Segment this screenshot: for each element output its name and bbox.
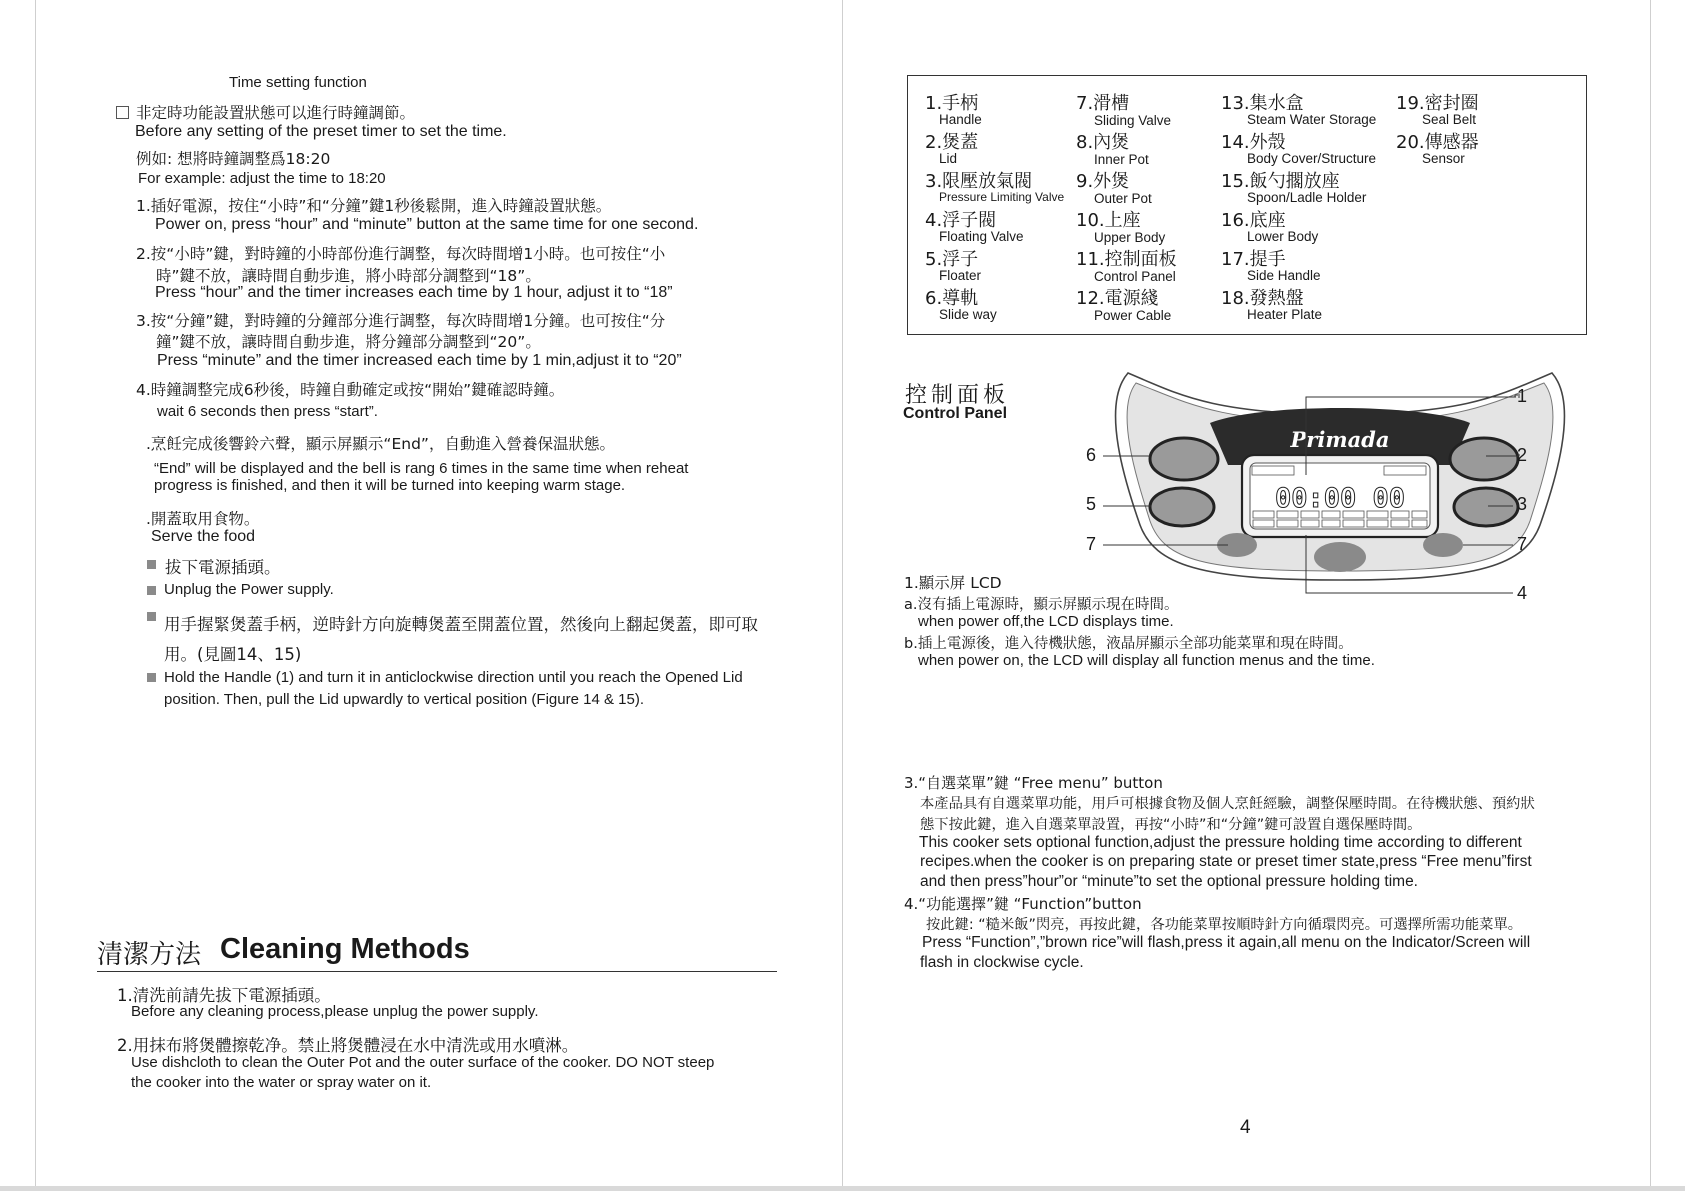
lid-zh-2: 用。(見圖14、15) (164, 645, 302, 664)
lid-en-1: Hold the Handle (1) and turn it in anticlockwise direction until you reach the Opened Lid (164, 669, 743, 686)
cleaning-title-en: Cleaning Methods (220, 933, 470, 965)
part-name-en: Outer Pot (1094, 191, 1152, 206)
function-heading: 4.“功能選擇”鍵 “Function”button (904, 895, 1142, 913)
part-name-zh: 2.煲蓋 (925, 132, 979, 153)
part-name-en: Spoon/Ladle Holder (1247, 190, 1367, 205)
function-en-2: flash in clockwise cycle. (920, 954, 1084, 971)
clean2-zh: 2.用抹布將煲體擦乾净。禁止將煲體浸在水中清洗或用水噴淋。 (117, 1036, 579, 1055)
step2-en: Press “hour” and the timer increases each time by 1 hour, adjust it to “18” (155, 284, 673, 301)
part-name-en: Floating Valve (939, 229, 1024, 244)
part-name-zh: 16.底座 (1221, 210, 1286, 231)
free-menu-en-1: This cooker sets optional function,adjust the pressure holding time according to different (919, 834, 1522, 851)
part-name-zh: 20.傳感器 (1396, 132, 1479, 153)
part-name-zh: 18.發熱盤 (1221, 288, 1304, 309)
checkbox-icon (116, 106, 129, 119)
lcd-a-zh: a.沒有插上電源時，顯示屏顯示現在時間。 (904, 597, 1179, 613)
part-name-zh: 14.外殼 (1221, 132, 1286, 153)
part-name-en: Upper Body (1094, 230, 1166, 245)
step2-zh-2: 時”鍵不放，讓時間自動步進，將小時部分調整到“18”。 (156, 267, 541, 285)
part-name-zh: 1.手柄 (925, 93, 979, 114)
part-name-zh: 15.飯勺擱放座 (1221, 171, 1340, 192)
step3-en: Press “minute” and the timer increased each time by 1 min,adjust it to “20” (157, 352, 682, 369)
page-number: 4 (1240, 1117, 1251, 1138)
callout-label: 7 (1086, 534, 1097, 554)
callout-label: 6 (1086, 445, 1097, 465)
clean2-en-2: the cooker into the water or spray water on it. (131, 1074, 432, 1091)
control-panel-title-en: Control Panel (903, 405, 1008, 422)
callout-label: 4 (1517, 583, 1528, 603)
part-name-en: Pressure Limiting Valve (939, 190, 1065, 204)
step1-en: Power on, press “hour” and “minute” button at the same time for one second. (155, 216, 699, 233)
left-margin-line (35, 0, 36, 1191)
part-name-en: Heater Plate (1247, 307, 1323, 322)
bullet-square-icon (147, 586, 156, 595)
bullet-square-icon (147, 612, 156, 621)
free-menu-en-2: recipes.when the cooker is on preparing state or preset timer state,press “Free menu”first (920, 853, 1532, 870)
end-zh: .烹飪完成後響鈴六聲，顯示屏顯示“End”，自動進入營養保温狀態。 (146, 435, 615, 453)
callout-label: 1 (1517, 386, 1528, 406)
intro-zh: 非定時功能設置狀態可以進行時鐘調節。 (136, 104, 416, 122)
part-name-en: Slide way (939, 307, 997, 322)
example-zh: 例如: 想將時鐘調整爲18:20 (136, 150, 331, 168)
part-name-zh: 4.浮子閥 (925, 210, 997, 231)
parts-table (907, 75, 1587, 335)
part-name-en: Steam Water Storage (1247, 112, 1377, 127)
control-panel-title-zh: 控制面板 (905, 383, 1010, 408)
part-name-en: Body Cover/Structure (1247, 151, 1377, 166)
step2-zh-1: 2.按“小時”鍵，對時鐘的小時部份進行調整，每次時間增1小時。也可按住“小 (136, 245, 666, 263)
part-name-en: Control Panel (1094, 269, 1176, 284)
part-name-en: Sliding Valve (1094, 113, 1172, 128)
clean1-en: Before any cleaning process,please unplug the power supply. (131, 1003, 539, 1020)
part-name-zh: 7.滑槽 (1076, 93, 1130, 114)
page-divider-line (842, 0, 843, 1191)
lcd-a-en: when power off,the LCD displays time. (918, 613, 1174, 630)
step4-zh: 4.時鐘調整完成6秒後，時鐘自動確定或按“開始”鍵確認時鐘。 (136, 381, 565, 399)
part-name-zh: 3.限壓放氣閥 (925, 171, 1033, 192)
part-name-zh: 8.內煲 (1076, 132, 1130, 153)
part-name-zh: 5.浮子 (925, 249, 979, 270)
part-name-zh: 11.控制面板 (1076, 249, 1177, 270)
step3-zh-2: 鐘”鍵不放，讓時間自動步進，將分鐘部分調整到“20”。 (156, 333, 541, 351)
clean1-zh: 1.清洗前請先拔下電源插頭。 (117, 986, 331, 1005)
serve-en: Serve the food (151, 528, 256, 545)
lcd-heading: 1.顯示屏 LCD (904, 574, 1002, 592)
step3-zh-1: 3.按“分鐘”鍵，對時鐘的分鐘部分進行調整，每次時間增1分鐘。也可按住“分 (136, 312, 666, 330)
serve-zh: .開蓋取用食物。 (146, 510, 260, 528)
function-zh: 按此鍵: “糙米飯”閃亮，再按此鍵，各功能菜單按順時針方向循環閃亮。可選擇所需功能菜單。 (926, 917, 1523, 933)
unplug-en: Unplug the Power supply. (164, 581, 334, 598)
callout-label: 2 (1517, 445, 1528, 465)
bullet-square-icon (147, 560, 156, 569)
lcd-b-zh: b.插上電源後，進入待機狀態，液晶屏顯示全部功能菜單和現在時間。 (904, 636, 1353, 652)
part-name-en: Lid (939, 151, 958, 166)
part-name-en: Sensor (1422, 151, 1465, 166)
callout-label: 7 (1517, 534, 1528, 554)
time-setting-heading: Time setting function (229, 74, 367, 91)
part-name-en: Inner Pot (1094, 152, 1149, 167)
unplug-zh: 拔下電源插頭。 (165, 558, 281, 577)
bullet-square-icon (147, 673, 156, 682)
callout-label: 3 (1517, 494, 1528, 514)
part-name-en: Seal Belt (1422, 112, 1477, 127)
part-name-zh: 19.密封圈 (1396, 93, 1479, 114)
part-name-zh: 13.集水盒 (1221, 93, 1304, 114)
callout-label: 5 (1086, 494, 1097, 514)
part-name-zh: 9.外煲 (1076, 171, 1130, 192)
lid-zh-1: 用手握緊煲蓋手柄，逆時針方向旋轉煲蓋至開蓋位置，然後向上翻起煲蓋，即可取 (164, 615, 758, 634)
function-en-1: Press “Function”,”brown rice”will flash,press it again,all menu on the Indicator/Screen will (922, 934, 1531, 951)
end-en-2: progress is finished, and then it will be turned into keeping warm stage. (154, 477, 626, 494)
right-margin-line (1650, 0, 1651, 1191)
callout-lines (1095, 365, 1555, 605)
cleaning-title-zh: 清潔方法 (97, 940, 202, 970)
part-name-zh: 10.上座 (1076, 210, 1141, 231)
part-name-en: Handle (939, 112, 982, 127)
part-name-zh: 17.提手 (1221, 249, 1286, 270)
intro-en: Before any setting of the preset timer to set the time. (135, 123, 507, 140)
part-name-zh: 6.導軌 (925, 288, 979, 309)
part-name-en: Power Cable (1094, 308, 1172, 323)
lcd-b-en: when power on, the LCD will display all function menus and the time. (918, 652, 1375, 669)
free-menu-zh-2: 態下按此鍵，進入自選菜單設置，再按“小時”和“分鐘”鍵可設置自選保壓時間。 (920, 817, 1422, 833)
brand-logo-text: Primada (1290, 427, 1390, 452)
bottom-band (0, 1186, 1685, 1191)
step4-en: wait 6 seconds then press “start”. (157, 403, 378, 420)
lcd-digits: 00:00 00 (1274, 483, 1406, 514)
free-menu-en-3: and then press”hour”or “minute”to set the optional pressure holding time. (920, 873, 1418, 890)
free-menu-heading: 3.“自選菜單”鍵 “Free menu” button (904, 774, 1163, 792)
part-name-en: Floater (939, 268, 982, 283)
part-name-en: Side Handle (1247, 268, 1321, 283)
end-en-1: “End” will be displayed and the bell is rang 6 times in the same time when reheat (154, 460, 689, 477)
part-name-zh: 12.電源綫 (1076, 288, 1159, 309)
free-menu-zh-1: 本產品具有自選菜單功能，用戶可根據食物及個人烹飪經驗，調整保壓時間。在待機狀態、預約狀 (920, 796, 1535, 812)
step1-zh: 1.插好電源，按住“小時”和“分鐘”鍵1秒後鬆開，進入時鐘設置狀態。 (136, 197, 612, 215)
part-name-en: Lower Body (1247, 229, 1319, 244)
clean2-en-1: Use dishcloth to clean the Outer Pot and the outer surface of the cooker. DO NOT steep (131, 1054, 715, 1071)
cleaning-title-rule (97, 971, 777, 972)
example-en: For example: adjust the time to 18:20 (138, 170, 386, 187)
lid-en-2: position. Then, pull the Lid upwardly to vertical position (Figure 14 & 15). (164, 691, 644, 708)
